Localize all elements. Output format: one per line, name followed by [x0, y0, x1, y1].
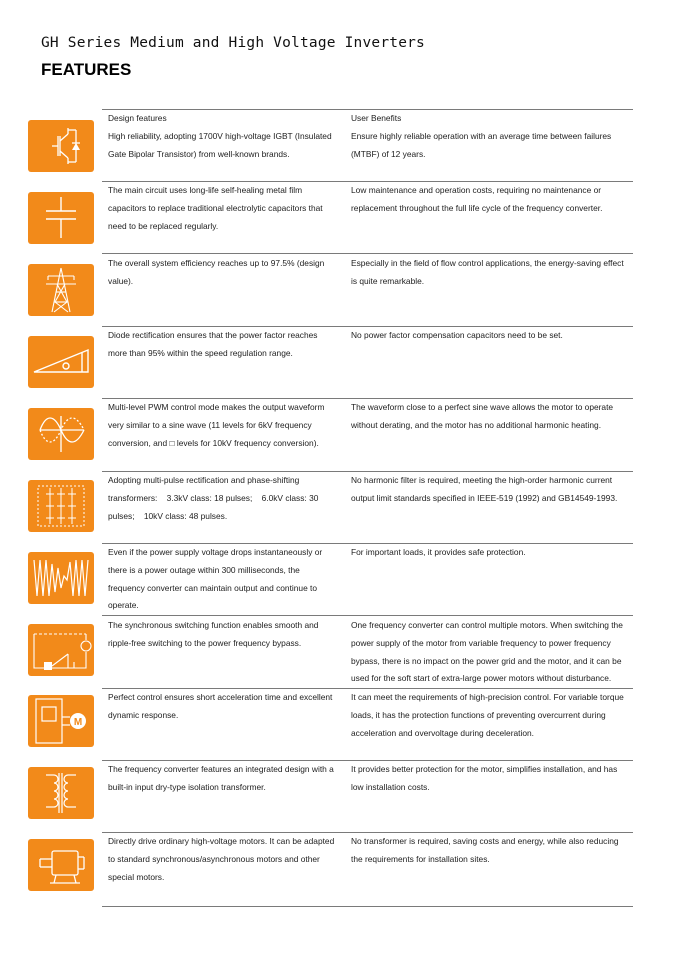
- table-rule: [102, 906, 633, 907]
- user-benefit-text: One frequency converter can control multiple motors. When switching the power supply of the motor from variable frequency to power frequency bypass, there is no impact on the power grid and the motor, and it can be used for the soft start of extra-large power motors without disturbance.: [351, 620, 623, 684]
- power-factor-icon: [28, 336, 94, 388]
- user-benefit-text: Especially in the field of flow control applications, the energy-saving effect is quite remarkable.: [351, 258, 624, 286]
- sine-wave-icon: [28, 408, 94, 460]
- user-benefit-text: Low maintenance and operation costs, requiring no maintenance or replacement throughout the full life cycle of the frequency converter.: [351, 185, 603, 213]
- user-benefit-text: It provides better protection for the motor, simplifies installation, and has low installation costs.: [351, 764, 618, 792]
- design-feature-text: Adopting multi-pulse rectification and phase-shifting transformers: 3.3kV class: 18 pulses; 6.0kV class: 30 pulses; 10kV class: 48 pulses.: [108, 475, 321, 521]
- section-heading: FEATURES: [41, 60, 132, 79]
- design-feature-text: Perfect control ensures short acceleration time and excellent dynamic response.: [108, 692, 333, 720]
- design-feature-text: Directly drive ordinary high-voltage motors. It can be adapted to standard synchronous/asynchronous motors and other special motors.: [108, 836, 335, 882]
- design-feature-text: The main circuit uses long-life self-healing metal film capacitors to replace traditional electrolytic capacitors that need to be replaced regularly.: [108, 185, 323, 231]
- header-user-benefits: User Benefits: [351, 113, 402, 123]
- hv-motor-icon: [28, 839, 94, 891]
- voltage-dip-icon: [28, 552, 94, 604]
- transmission-tower-icon: [28, 264, 94, 316]
- user-benefit-text: It can meet the requirements of high-precision control. For variable torque loads, it has the protection functions of preventing overcurrent during acceleration and overvoltage during deceleration.: [351, 692, 624, 738]
- design-feature-text: The frequency converter features an integrated design with a built-in input dry-type isolation transformer.: [108, 764, 334, 792]
- user-benefit-text: Ensure highly reliable operation with an average time between failures (MTBF) of 12 years.: [351, 131, 612, 159]
- design-feature-text: The synchronous switching function enables smooth and ripple-free switching to the power frequency bypass.: [108, 620, 319, 648]
- multi-pulse-rectifier-icon: [28, 480, 94, 532]
- motor-control-icon: [28, 695, 94, 747]
- table-rule: [102, 253, 633, 254]
- user-benefit-text: No transformer is required, saving costs and energy, while also reducing the requirements for installation sites.: [351, 836, 619, 864]
- bypass-switch-icon: [28, 624, 94, 676]
- user-benefit-text: No power factor compensation capacitors need to be set.: [351, 330, 563, 340]
- header-design-features: Design features: [108, 113, 167, 123]
- user-benefit-text: No harmonic filter is required, meeting the high-order harmonic current output limit standards specified in IEEE-519 (1992) and GB14549-1993.: [351, 475, 618, 503]
- igbt-icon: [28, 120, 94, 172]
- design-feature-text: The overall system efficiency reaches up to 97.5% (design value).: [108, 258, 325, 286]
- document-title: GH Series Medium and High Voltage Inverters: [41, 35, 425, 51]
- design-feature-text: High reliability, adopting 1700V high-voltage IGBT (Insulated Gate Bipolar Transistor) from well-known brands.: [108, 131, 332, 159]
- svg-text:M: M: [73, 717, 83, 728]
- design-feature-text: Multi-level PWM control mode makes the output waveform very similar to a sine wave (11 levels for 6kV frequency conversion, and □ levels for 10kV frequency conversion).: [108, 402, 325, 448]
- isolation-transformer-icon: [28, 767, 94, 819]
- design-feature-text: Diode rectification ensures that the power factor reaches more than 95% within the speed regulation range.: [108, 330, 318, 358]
- user-benefit-text: The waveform close to a perfect sine wave allows the motor to operate without derating, and the motor has no additional harmonic heating.: [351, 402, 614, 430]
- user-benefit-text: For important loads, it provides safe protection.: [351, 547, 526, 557]
- design-feature-text: Even if the power supply voltage drops instantaneously or there is a power outage within 300 milliseconds, the frequency converter can maintain output and continue to operate.: [108, 547, 323, 611]
- capacitor-icon: [28, 192, 94, 244]
